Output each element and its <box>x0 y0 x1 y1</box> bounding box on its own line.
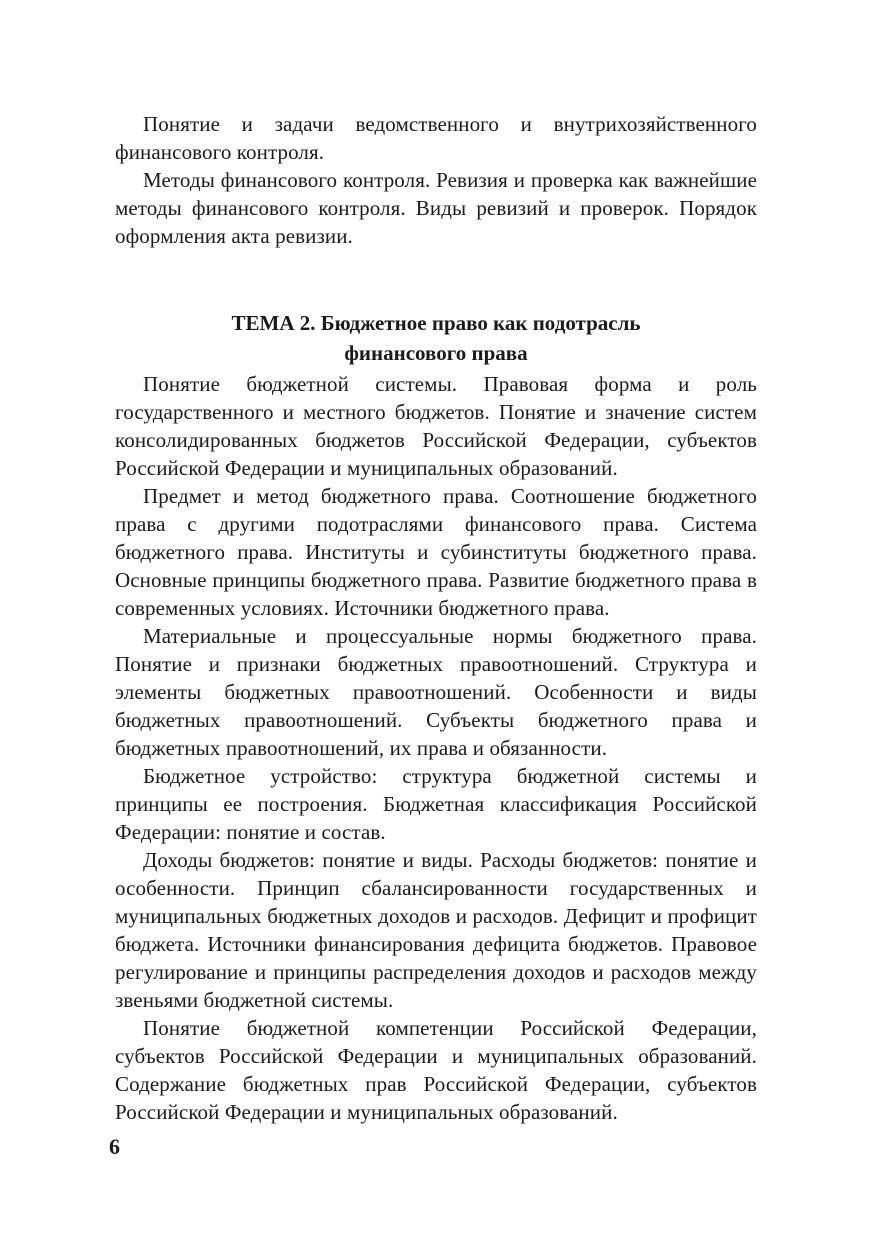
intro-paragraph-1: Понятие и задачи ведомственного и внутрихозяйственного финансового контроля. <box>115 112 757 164</box>
topic-paragraph-2: Предмет и метод бюджетного права. Соотношение бюджетного права с другими подотраслями финансового права. Система бюджетного права. Институты и субинституты бюджетного права. Основные принципы бюджетного права. Развитие бюджетного права в современных условиях. Источники бюджетного права. <box>115 484 757 620</box>
topic-heading-line-2: финансового права <box>344 341 528 365</box>
topic-paragraph-5: Доходы бюджетов: понятие и виды. Расходы бюджетов: понятие и особенности. Принцип сбалансированности государственных и муниципальных бюджетных доходов и расходов. Дефицит и профицит бюджета. Источники финансирования дефицита бюджетов. Правовое регулирование и принципы распределения доходов и расходов между звеньями бюджетной системы. <box>115 848 757 1012</box>
topic-paragraph-4: Бюджетное устройство: структура бюджетной системы и принципы ее построения. Бюджетная классификация Российской Федерации: понятие и состав. <box>115 764 757 844</box>
page-number: 6 <box>109 1134 120 1159</box>
page-body <box>115 110 757 1126</box>
intro-paragraph-2: Методы финансового контроля. Ревизия и проверка как важнейшие методы финансового контроля. Виды ревизий и проверок. Порядок оформления акта ревизии. <box>115 168 757 248</box>
topic-heading <box>115 308 757 368</box>
topic-paragraph-6: Понятие бюджетной компетенции Российской Федерации, субъектов Российской Федерации и муниципальных образований. Содержание бюджетных прав Российской Федерации, субъектов Российской Федерации и муниципальных образований. <box>115 1016 757 1124</box>
topic-paragraph-1: Понятие бюджетной системы. Правовая форма и роль государственного и местного бюджетов. Понятие и значение систем консолидированных бюджетов Российской Федерации, субъектов Российской Федерации и муниципальных образований. <box>115 372 757 480</box>
topic-heading-line-1: ТЕМА 2. Бюджетное право как подотрасль <box>231 311 641 335</box>
topic-paragraph-3: Материальные и процессуальные нормы бюджетного права. Понятие и признаки бюджетных правоотношений. Структура и элементы бюджетных правоотношений. Особенности и виды бюджетных правоотношений. Субъекты бюджетного права и бюджетных правоотношений, их права и обязанности. <box>115 624 757 760</box>
